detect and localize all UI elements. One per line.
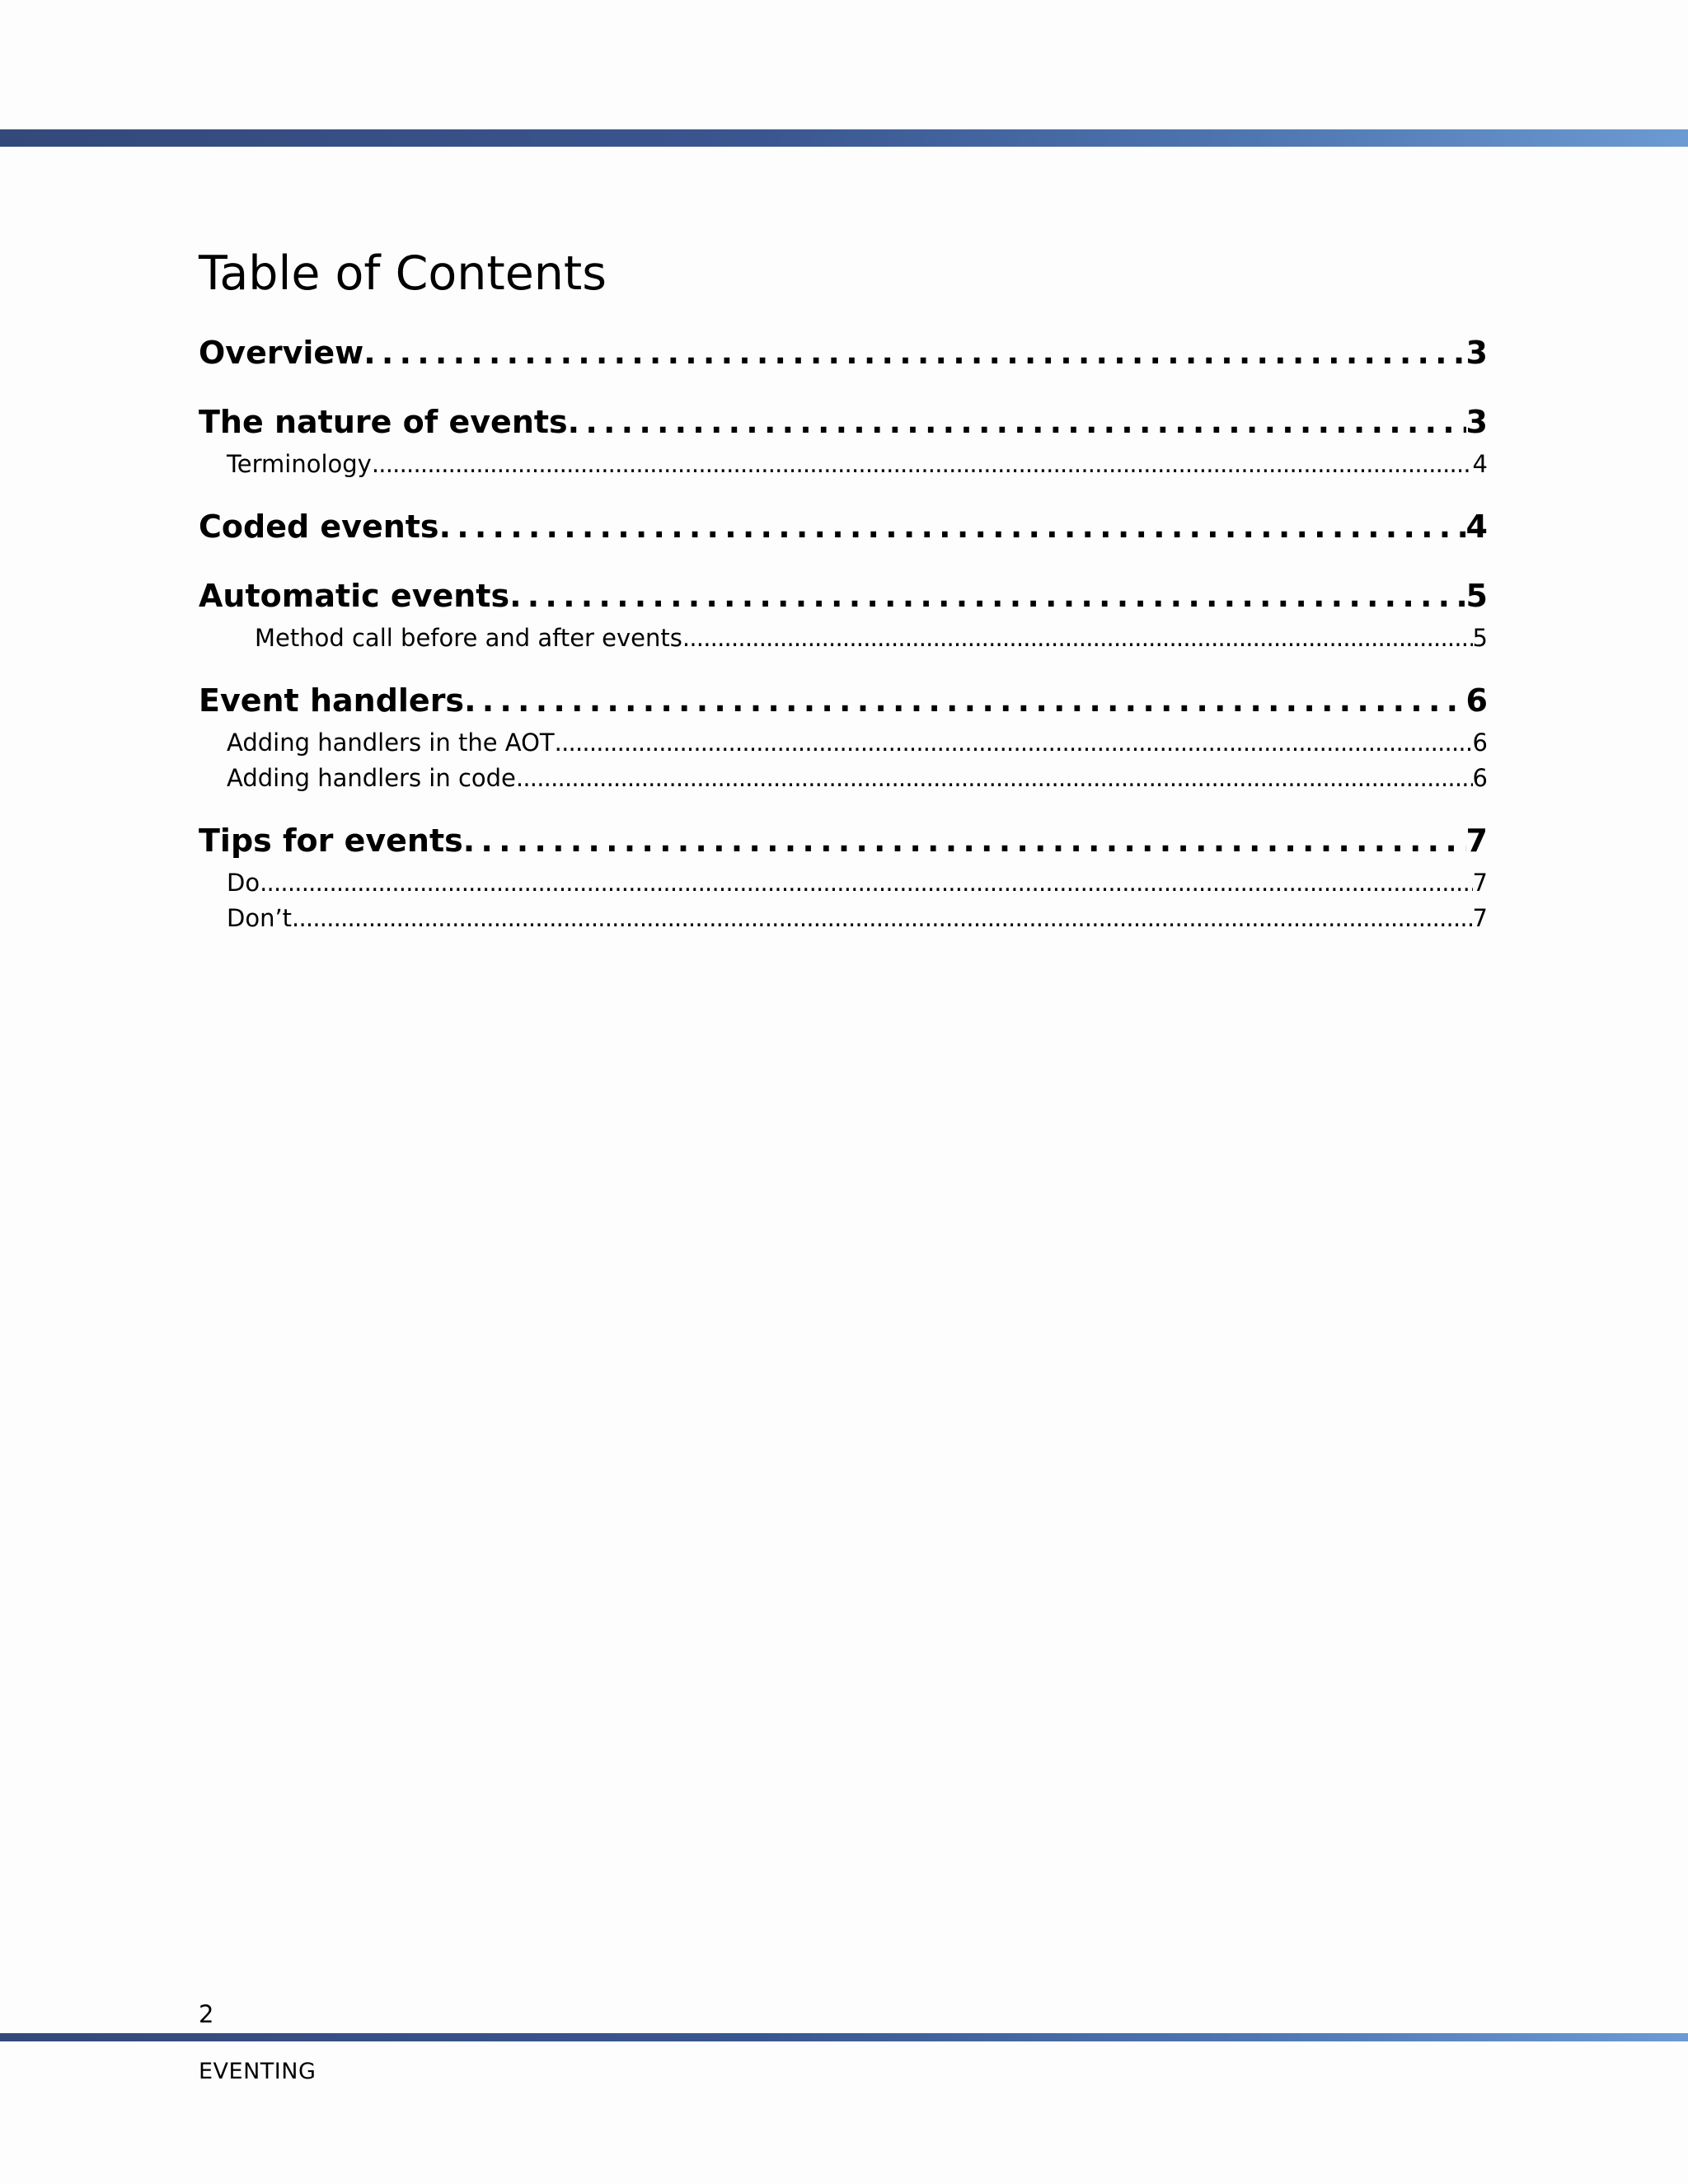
page-number: 2 [199,2000,214,2028]
toc-entry-label: Adding handlers in code [227,764,516,792]
toc-dot-leader [464,676,1465,725]
toc-dot-leader [260,865,1472,901]
toc-dot-leader [363,328,1465,377]
toc-entry-page: 4 [1472,450,1488,478]
toc-entry-label: Terminology [227,450,372,478]
toc-entry-label: Overview [199,335,364,371]
toc-entry-label: Automatic events [199,578,510,614]
toc-entry-dont[interactable] [199,901,1488,936]
toc-dot-leader [463,816,1466,865]
toc-entry-automatic-events[interactable] [199,571,1488,621]
toc-entry-terminology[interactable] [199,447,1488,482]
toc-dot-leader [555,725,1473,761]
footer-band [0,2033,1688,2041]
toc-dot-leader [509,571,1465,621]
toc-entry-tips-for-events[interactable] [199,816,1488,865]
toc-entry-event-handlers[interactable] [199,676,1488,725]
toc-entry-page: 6 [1465,682,1488,719]
toc-entry-label: Event handlers [199,682,465,719]
toc-entry-label: Tips for events [199,823,463,859]
toc-entry-page: 5 [1465,578,1488,614]
toc-entry-page: 3 [1465,404,1488,440]
toc-dot-leader [292,901,1473,936]
toc-entry-label: Coded events [199,509,439,545]
toc-entry-page: 6 [1472,764,1488,792]
toc-entry-handlers-code[interactable] [199,761,1488,796]
toc-title: Table of Contents [199,246,607,301]
toc-entry-label: Adding handlers in the AOT [227,729,555,757]
table-of-contents [199,328,1488,936]
footer-title: EVENTING [199,2059,316,2084]
header-band [0,129,1688,147]
toc-entry-method-call-events[interactable] [199,621,1488,656]
toc-entry-label: Method call before and after events [255,624,682,652]
toc-entry-page: 7 [1472,904,1488,932]
toc-entry-page: 6 [1472,729,1488,757]
toc-entry-page: 3 [1465,335,1488,371]
toc-dot-leader [372,447,1473,482]
toc-entry-page: 7 [1472,869,1488,897]
toc-dot-leader [682,621,1473,656]
toc-dot-leader [516,761,1473,796]
toc-entry-page: 4 [1465,509,1488,545]
toc-entry-label: Do [227,869,260,897]
toc-entry-page: 7 [1465,823,1488,859]
toc-entry-label: Don’t [227,904,293,932]
toc-entry-page: 5 [1472,624,1488,652]
toc-entry-label: The nature of events [199,404,568,440]
toc-entry-handlers-aot[interactable] [199,725,1488,761]
toc-entry-coded-events[interactable] [199,502,1488,551]
toc-entry-do[interactable] [199,865,1488,901]
toc-entry-nature-of-events[interactable] [199,397,1488,447]
toc-entry-overview[interactable] [199,328,1488,377]
toc-dot-leader [439,502,1466,551]
toc-dot-leader [568,397,1466,447]
